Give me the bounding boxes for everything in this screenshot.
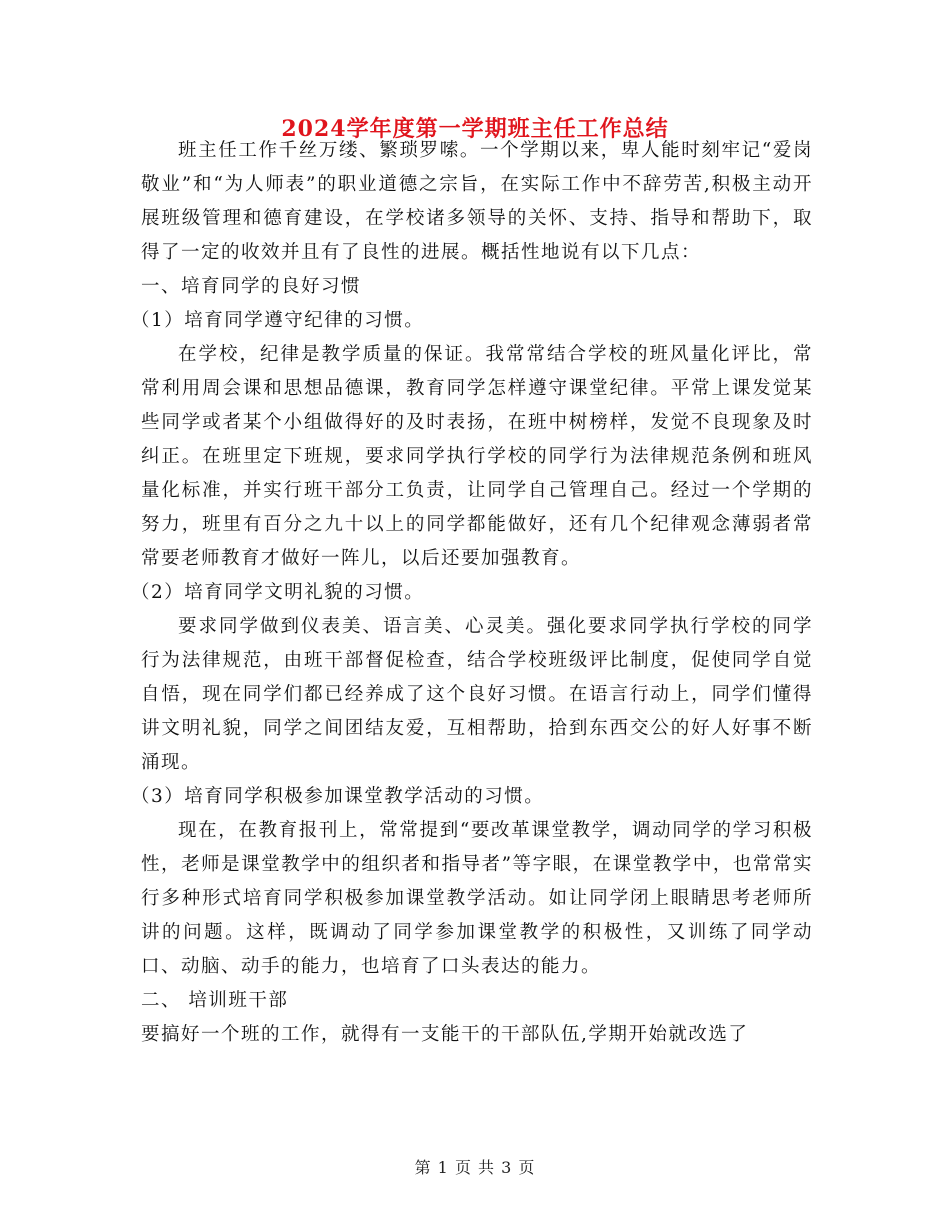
subsection-2-paragraph: 要求同学做到仪表美、语言美、心灵美。强化要求同学执行学校的同学行为法律规范，由班干部督促检查，结合学校班级评比制度，促使同学自觉自悟，现在同学们都已经养成了这个良好习惯。在语言行动上，同学们懂得讲文明礼貌，同学之间团结友爱，互相帮助，拾到东西交公的好人好事不断涌现。 [141, 616, 813, 773]
subsection-1-paragraph: 在学校，纪律是教学质量的保证。我常常结合学校的班风量化评比，常常利用周会课和思想品德课，教育同学怎样遵守课堂纪律。平常上课发觉某些同学或者某个小组做得好的及时表扬，在班中树榜样，发觉不良现象及时纠正。在班里定下班规，要求同学执行学校的同学行为法律规范条例和班风量化标准，并实行班干部分工负责，让同学自己管理自己。经过一个学期的努力，班里有百分之九十以上的同学都能做好，还有几个纪律观念薄弱者常常要老师教育才做好一阵儿，以后还要加强教育。 [141, 344, 813, 569]
intro-paragraph: 班主任工作千丝万缕、繁琐罗嗦。一个学期以来，卑人能时刻牢记“爱岗敬业”和“为人师表”的职业道德之宗旨，在实际工作中不辞劳苦,积极主动开展班级管理和德育建设，在学校诸多领导的关怀、支持、指导和帮助下，取得了一定的收效并且有了良性的进展。概括性地说有以下几点： [141, 140, 813, 263]
subsection-3-paragraph: 现在，在教育报刊上，常常提到“要改革课堂教学，调动同学的学习积极性，老师是课堂教学中的组织者和指导者”等字眼，在课堂教学中，也常常实行多种形式培育同学积极参加课堂教学活动。如让同学闭上眼睛思考老师所讲的问题。这样，既调动了同学参加课堂教学的积极性，又训练了同学动口、动脑、动手的能力，也培育了口头表达的能力。 [141, 820, 813, 977]
document-title: 2024学年度第一学期班主任工作总结 [281, 116, 669, 142]
subsection-3-heading: （3）培育同学积极参加课堂教学活动的习惯。 [131, 786, 545, 807]
subsection-2-heading: （2）培育同学文明礼貌的习惯。 [131, 582, 425, 603]
section-2-heading: 二、 培训班干部 [141, 990, 289, 1011]
document-body [131, 134, 813, 1052]
subsection-1-heading: （1）培育同学遵守纪律的习惯。 [131, 310, 425, 331]
page-number-footer: 第 1 页 共 3 页 [414, 1158, 536, 1177]
section-2-paragraph: 要搞好一个班的工作，就得有一支能干的干部队伍,学期开始就改选了 [141, 1024, 749, 1045]
section-1-heading: 一、培育同学的良好习惯 [141, 276, 362, 297]
